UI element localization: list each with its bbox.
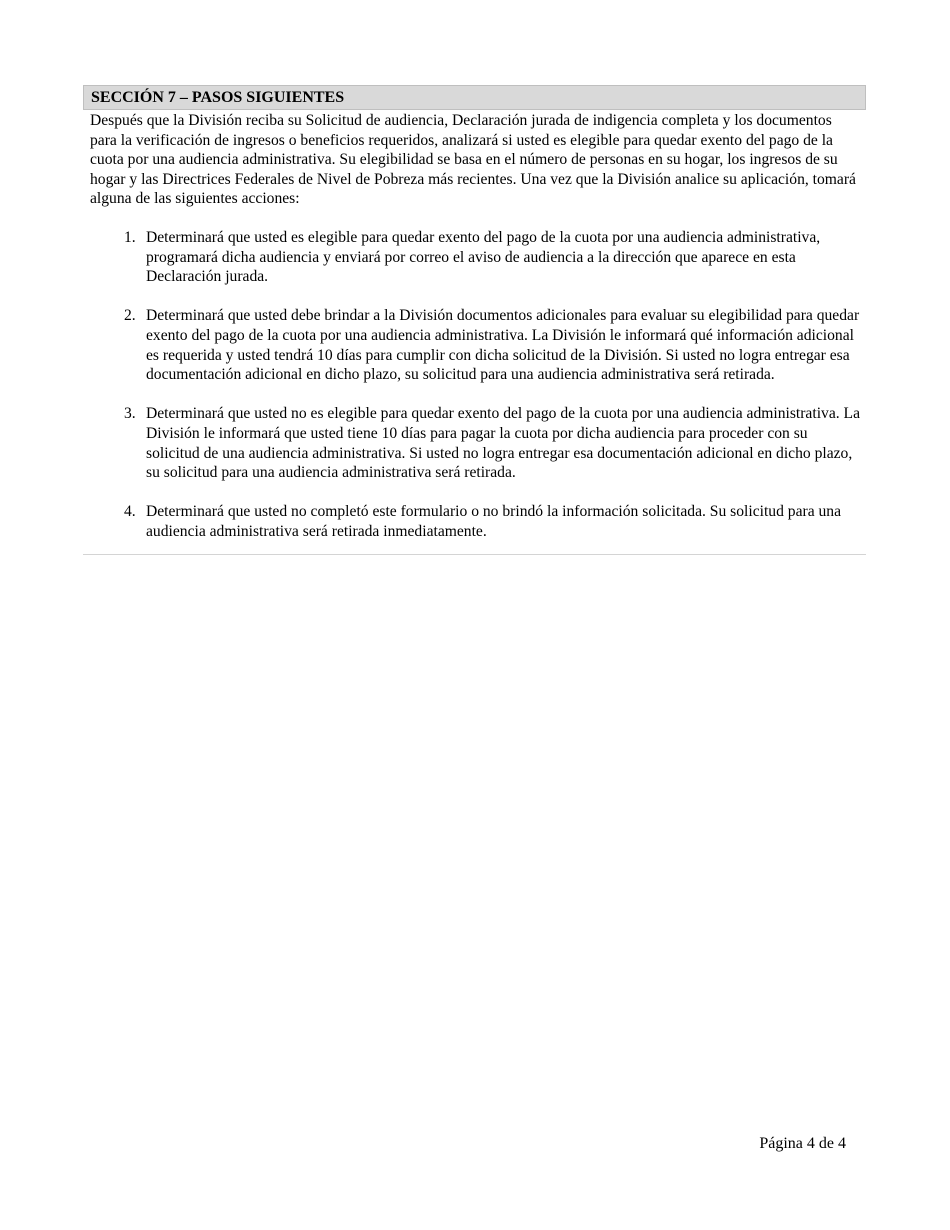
step-number: 1. xyxy=(124,228,136,246)
steps-list xyxy=(83,228,866,542)
section-title: SECCIÓN 7 – PASOS SIGUIENTES xyxy=(83,85,866,110)
step-text: Determinará que usted no es elegible para quedar exento del pago de la cuota por una audiencia administrativa. La División le informará que usted tiene 10 días para pagar la cuota por dicha audiencia para proceder con su solicitud de una audiencia administrativa. Si usted no logra entregar esa documentación adicional en dicho plazo, su solicitud para una audiencia administrativa será retirada. xyxy=(146,405,860,482)
step-number: 3. xyxy=(124,405,136,423)
step-text: Determinará que usted no completó este formulario o no brindó la información solicitada. Su solicitud para una audiencia administrativa será retirada inmediatamente. xyxy=(146,503,842,540)
list-item xyxy=(83,502,866,541)
step-number: 4. xyxy=(124,503,136,521)
step-text: Determinará que usted es elegible para quedar exento del pago de la cuota por una audiencia administrativa, programará dicha audiencia y enviará por correo el aviso de audiencia a la dirección que aparece en esta Declaración jurada. xyxy=(146,228,821,286)
step-text: Determinará que usted debe brindar a la División documentos adicionales para evaluar su elegibilidad para quedar exento del pago de la cuota por una audiencia administrativa. La División le informará qué información adicional es requerida y usted tendrá 10 días para cumplir con dicha solicitud de la División. Si usted no logra entregar esa documentación adicional en dicho plazo, su solicitud para una audiencia administrativa será retirada. xyxy=(146,307,860,384)
section-7 xyxy=(83,85,866,555)
page-number: Página 4 de 4 xyxy=(759,1135,846,1152)
list-item xyxy=(83,306,866,384)
list-item xyxy=(83,404,866,482)
step-number: 2. xyxy=(124,307,136,325)
list-item xyxy=(83,228,866,287)
section-intro: Después que la División reciba su Solicitud de audiencia, Declaración jurada de indigencia completa y los documentos para la verificación de ingresos o beneficios requeridos, analizará si usted es elegible para quedar exento del pago de la cuota por una audiencia administrativa. Su elegibilidad se basa en el número de personas en su hogar, los ingresos de su hogar y las Directrices Federales de Nivel de Pobreza más recientes. Una vez que la División analice su aplicación, tomará alguna de las siguientes acciones: xyxy=(90,112,856,208)
